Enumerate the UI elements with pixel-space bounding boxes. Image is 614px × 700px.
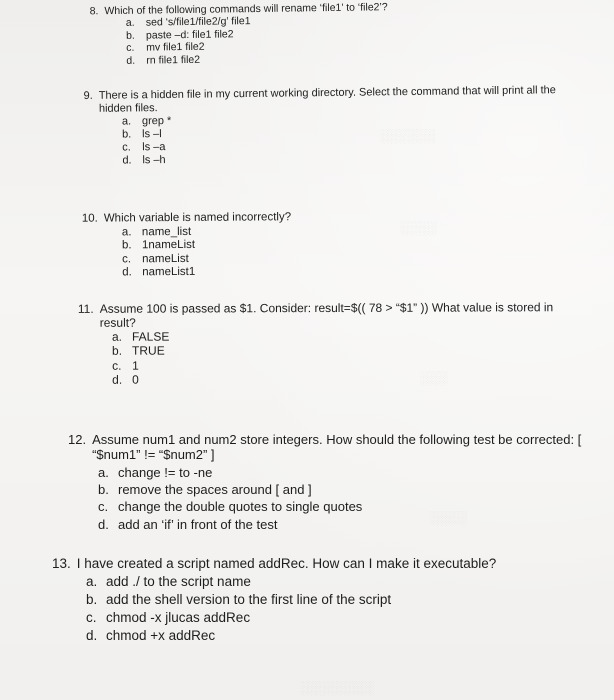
answer-option-a bbox=[86, 574, 592, 590]
question-number: 11. bbox=[77, 301, 94, 316]
answer-options bbox=[122, 110, 575, 167]
option-text: add ./ to the script name bbox=[106, 573, 251, 589]
question-text: Which variable is named incorrectly? bbox=[103, 211, 292, 225]
option-letter: c. bbox=[122, 253, 132, 266]
option-letter: c. bbox=[112, 358, 122, 373]
question-13 bbox=[52, 556, 592, 644]
question-prompt bbox=[52, 556, 592, 572]
question-8 bbox=[90, 0, 571, 67]
option-text: chmod +x addRec bbox=[106, 627, 216, 643]
option-letter: b. bbox=[112, 344, 123, 359]
option-text: ls –l bbox=[142, 127, 162, 141]
option-text: 1nameList bbox=[141, 239, 196, 252]
option-text: FALSE bbox=[131, 329, 170, 344]
option-letter: d. bbox=[122, 266, 132, 279]
answer-option-d bbox=[122, 264, 562, 281]
question-number: 12. bbox=[68, 432, 87, 447]
option-text: 0 bbox=[132, 372, 139, 387]
option-text: TRUE bbox=[132, 344, 165, 359]
option-letter: d. bbox=[122, 154, 132, 167]
option-letter: a. bbox=[98, 464, 109, 480]
option-letter: c. bbox=[86, 609, 97, 625]
answer-option-d bbox=[98, 517, 598, 532]
option-letter: c. bbox=[98, 499, 109, 515]
option-text: remove the spaces around [ and ] bbox=[118, 481, 312, 497]
question-11 bbox=[78, 300, 578, 387]
option-text: mv file1 file2 bbox=[146, 40, 205, 54]
question-prompt bbox=[68, 432, 598, 463]
option-letter: b. bbox=[121, 239, 132, 252]
answer-options bbox=[112, 328, 578, 386]
option-letter: a. bbox=[121, 225, 132, 238]
answer-options bbox=[86, 574, 592, 644]
option-letter: b. bbox=[125, 29, 135, 42]
option-letter: a. bbox=[121, 115, 132, 128]
option-text: change != to -ne bbox=[118, 464, 213, 480]
option-text: paste –d: file1 file2 bbox=[145, 28, 234, 42]
answer-options bbox=[126, 11, 571, 67]
option-text: 1 bbox=[132, 358, 139, 373]
question-10 bbox=[82, 209, 562, 280]
option-text: add an ‘if’ in front of the test bbox=[118, 516, 278, 532]
question-text: Assume num1 and num2 store integers. How should the following test be corrected: [ “$num1” != “$num2” ] bbox=[92, 432, 582, 463]
answer-option-b bbox=[98, 482, 598, 497]
option-text: add the shell version to the first line of the script bbox=[106, 591, 392, 607]
option-letter: d. bbox=[126, 54, 136, 67]
option-text: ls –a bbox=[142, 140, 166, 154]
option-text: rn file1 file2 bbox=[146, 53, 201, 67]
option-letter: b. bbox=[98, 481, 109, 497]
option-text: grep * bbox=[141, 114, 172, 128]
answer-option-c bbox=[98, 499, 598, 514]
bleed-through-decoration: ░░░░░░░░ bbox=[300, 680, 374, 695]
question-number: 10. bbox=[81, 212, 98, 225]
answer-option-d bbox=[112, 371, 578, 387]
option-letter: a. bbox=[125, 17, 135, 30]
answer-option-d bbox=[86, 628, 592, 644]
option-letter: b. bbox=[86, 591, 98, 607]
bleed-through-decoration: ░░░░ bbox=[400, 220, 437, 235]
answer-options bbox=[98, 465, 598, 532]
option-letter: b. bbox=[122, 128, 132, 141]
answer-option-c bbox=[86, 610, 592, 626]
question-text: Assume 100 is passed as $1. Consider: result=$(( 78 > “$1” )) What value is stored in result? bbox=[99, 300, 554, 330]
question-text: Which of the following commands will rename ‘file1’ to ‘file2’? bbox=[104, 1, 388, 18]
question-text: I have created a script named addRec. How can I make it executable? bbox=[76, 556, 497, 571]
option-letter: a. bbox=[86, 573, 98, 589]
option-letter: d. bbox=[86, 627, 98, 643]
bleed-through-decoration: ░░░ bbox=[420, 370, 448, 385]
option-letter: d. bbox=[112, 372, 123, 387]
option-text: change the double quotes to single quotes bbox=[118, 499, 363, 515]
option-letter: c. bbox=[126, 41, 135, 54]
option-letter: a. bbox=[111, 330, 123, 345]
answer-option-b bbox=[86, 592, 592, 608]
bleed-through-decoration: ░░░░░░ bbox=[380, 128, 436, 143]
option-letter: d. bbox=[98, 516, 109, 532]
answer-option-a bbox=[98, 465, 598, 480]
option-text: sed ‘s/file1/file2/g’ file1 bbox=[145, 15, 251, 29]
option-text: nameList1 bbox=[142, 266, 196, 279]
question-text: There is a hidden file in my current working directory. Select the command that will print all the hidden files. bbox=[98, 84, 556, 115]
question-number: 9. bbox=[83, 89, 93, 102]
option-letter: c. bbox=[122, 141, 131, 154]
option-text: nameList bbox=[142, 252, 189, 265]
question-number: 13. bbox=[52, 556, 71, 571]
bleed-through-decoration: ░░░░ bbox=[430, 510, 467, 525]
option-text: chmod -x jlucas addRec bbox=[106, 609, 251, 625]
question-number: 8. bbox=[89, 5, 99, 18]
question-12 bbox=[68, 432, 598, 532]
answer-options bbox=[122, 223, 562, 280]
question-prompt bbox=[78, 300, 578, 330]
question-9 bbox=[84, 84, 575, 168]
option-text: ls –h bbox=[142, 153, 166, 167]
option-text: name_list bbox=[141, 225, 192, 238]
